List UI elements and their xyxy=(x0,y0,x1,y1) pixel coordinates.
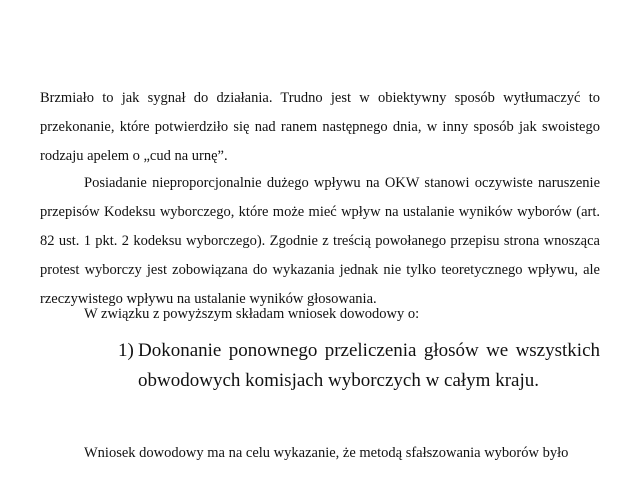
list-item-number: 1) xyxy=(118,340,134,361)
motion-list xyxy=(118,336,600,396)
paragraph-motion-intro: W związku z powyższym składam wniosek dowodowy o: xyxy=(84,306,420,322)
list-item-text: Dokonanie ponownego przeliczenia głosów we wszystkich obwodowych komisjach wyborczych w całym kraju. xyxy=(138,340,600,391)
paragraph-motion-purpose: Wniosek dowodowy ma na celu wykazanie, że metodą sfałszowania wyborów było xyxy=(84,445,569,461)
paragraph-okw-influence: Posiadanie nieproporcjonalnie dużego wpływu na OKW stanowi oczywiste naruszenie przepisów Kodeksu wyborczego, które może mieć wpływ na ustalanie wyników wyborów (art. 82 ust. 1 pkt. 2 kodeksu wyborczego). Zgodnie z treścią powołanego przepisu strona wnosząca protest wyborczy jest zobowiązana do wykazania jednak nie tylko teoretycznego wpływu, ale rzeczywistego wpływu na ustalanie wyników głosowania. xyxy=(40,175,600,307)
list-item xyxy=(118,336,600,396)
paragraph-signal: Brzmiało to jak sygnał do działania. Trudno jest w obiektywny sposób wytłumaczyć to przekonanie, które potwierdziło się nad ranem następnego dnia, w inny sposób jak swoistego rodzaju apelem o „cud na urnę”. xyxy=(40,90,600,164)
